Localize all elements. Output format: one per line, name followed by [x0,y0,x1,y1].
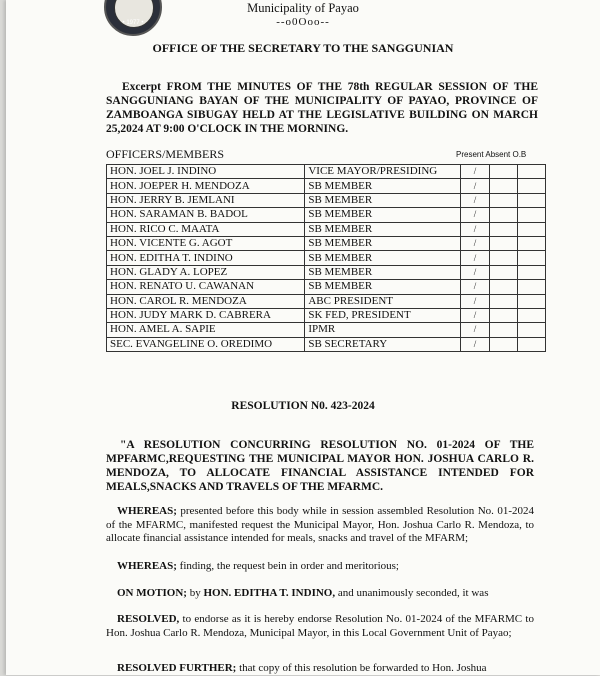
member-name: HON. EDITHA T. INDINO [107,251,305,265]
municipality-name: Municipality of Payao [247,1,359,15]
ob-mark [517,308,545,322]
ob-mark [517,236,545,250]
absent-mark [489,193,517,207]
present-mark: / [461,337,489,351]
table-row [107,222,546,236]
motion-paragraph [106,587,534,601]
resolved-further-paragraph [106,662,534,676]
absent-mark [489,251,517,265]
member-position: IPMR [305,323,461,337]
resolved-paragraph [106,613,534,640]
whereas-paragraph-2 [106,560,534,574]
member-position: SB MEMBER [305,236,461,250]
present-mark: / [461,193,489,207]
member-name: HON. VICENTE G. AGOT [107,236,305,250]
para-text: by [186,587,204,599]
attendance-label: Present Absent O.B [456,150,527,159]
member-name: HON. GLADY A. LOPEZ [107,265,305,279]
member-name: HON. JERRY B. JEMLANI [107,193,305,207]
present-mark: / [461,222,489,236]
para-lead: RESOLVED, [117,613,180,625]
office-heading: OFFICE OF THE SECRETARY TO THE SANGGUNIAN [152,41,454,55]
absent-mark [489,179,517,193]
ob-mark [517,208,545,222]
absent-mark [489,280,517,294]
officers-label: OFFICERS/MEMBERS [106,147,225,161]
ob-mark [517,337,545,351]
member-name: HON. JOEL J. INDINO [107,165,305,179]
para-text: finding, the request bein in order and meritorious; [176,560,399,572]
excerpt-paragraph [106,80,538,136]
document-page [6,0,600,675]
member-position: ABC PRESIDENT [305,294,461,308]
member-position: SB MEMBER [305,251,461,265]
member-position: SB MEMBER [305,193,461,207]
present-mark: / [461,251,489,265]
absent-mark [489,308,517,322]
ob-mark [517,265,545,279]
table-row [107,294,546,308]
absent-mark [489,208,517,222]
member-position: VICE MAYOR/PRESIDING [305,165,461,179]
member-position: SB MEMBER [305,280,461,294]
absent-mark [489,337,517,351]
header-separator: --o0Ooo-- [276,16,330,28]
absent-mark [489,265,517,279]
ob-mark [517,294,545,308]
table-row [107,193,546,207]
ob-mark [517,179,545,193]
present-mark: / [461,294,489,308]
para-text: presented before this body while in session assembled Resolution No. 01-2024 of the MFARMC, manifested request the Municipal Mayor, Hon. Joshua Carlo R. Mendoza, to allocate financial assistance intended for meals, snacks and travel of the MFARM; [106,505,534,544]
whereas-paragraph-1 [106,505,534,546]
member-position: SB MEMBER [305,222,461,236]
seal-text: • 1977 • [122,20,144,26]
present-mark: / [461,165,489,179]
member-position: SB SECRETARY [305,337,461,351]
member-name: HON. SARAMAN B. BADOL [107,208,305,222]
member-name: HON. RICO C. MAATA [107,222,305,236]
table-row [107,251,546,265]
present-mark: / [461,208,489,222]
para-lead: RESOLVED FURTHER; [117,662,237,674]
member-position: SK FED, PRESIDENT [305,308,461,322]
member-position: SB MEMBER [305,265,461,279]
table-row [107,337,546,351]
member-name: HON. JOEPER H. MENDOZA [107,179,305,193]
para-text: that copy of this resolution be forwarded to Hon. Joshua [236,662,487,674]
ob-mark [517,323,545,337]
para-text: and unanimously seconded, it was [335,587,489,599]
para-lead: ON MOTION; [117,587,187,599]
para-lead: WHEREAS; [117,505,177,517]
table-row [107,208,546,222]
ob-mark [517,251,545,265]
absent-mark [489,222,517,236]
ob-mark [517,280,545,294]
ob-mark [517,165,545,179]
absent-mark [489,294,517,308]
excerpt-text: Excerpt FROM THE MINUTES OF THE 78th REGULAR SESSION OF THE SANGGUNIANG BAYAN OF THE MUNICIPALITY OF PAYAO, PROVINCE OF ZAMBOANGA SIBUGAY HELD AT THE LEGISLATIVE BUILDING ON MARCH 25,2024 AT 9:00 O'CLOCK IN THE MORNING. [106,81,538,135]
resolution-title-text: "A RESOLUTION CONCURRING RESOLUTION NO. 01-2024 OF THE MPFARMC,REQUESTING THE MUNICIPAL MAYOR HON. JOSHUA CARLO R. MENDOZA, TO ALLOCATE FINANCIAL ASSISTANCE INTENDED FOR MEALS,SNACKS AND TRAVELS OF THE MFARMC. [106,439,534,493]
table-row [107,280,546,294]
member-position: SB MEMBER [305,208,461,222]
table-row [107,165,546,179]
absent-mark [489,236,517,250]
members-table [106,164,546,352]
member-name: SEC. EVANGELINE O. OREDIMO [107,337,305,351]
resolution-title [106,438,534,494]
resolution-number: RESOLUTION N0. 423-2024 [231,400,375,412]
para-bold: HON. EDITHA T. INDINO, [203,587,336,599]
absent-mark [489,323,517,337]
present-mark: / [461,280,489,294]
table-row [107,323,546,337]
present-mark: / [461,265,489,279]
present-mark: / [461,323,489,337]
para-text: to endorse as it is hereby endorse Resolution No. 01-2024 of the MFARMC to Hon. Joshua Carlo R. Mendoza, Municipal Mayor, in this Local Government Unit of Payao; [106,613,534,639]
member-name: HON. AMEL A. SAPIE [107,323,305,337]
table-row [107,179,546,193]
table-row [107,308,546,322]
present-mark: / [461,308,489,322]
member-name: HON. JUDY MARK D. CABRERA [107,308,305,322]
para-lead: WHEREAS; [117,560,177,572]
member-position: SB MEMBER [305,179,461,193]
ob-mark [517,193,545,207]
present-mark: / [461,179,489,193]
present-mark: / [461,236,489,250]
member-name: HON. CAROL R. MENDOZA [107,294,305,308]
member-name: HON. RENATO U. CAWANAN [107,280,305,294]
table-row [107,236,546,250]
table-row [107,265,546,279]
ob-mark [517,222,545,236]
absent-mark [489,165,517,179]
